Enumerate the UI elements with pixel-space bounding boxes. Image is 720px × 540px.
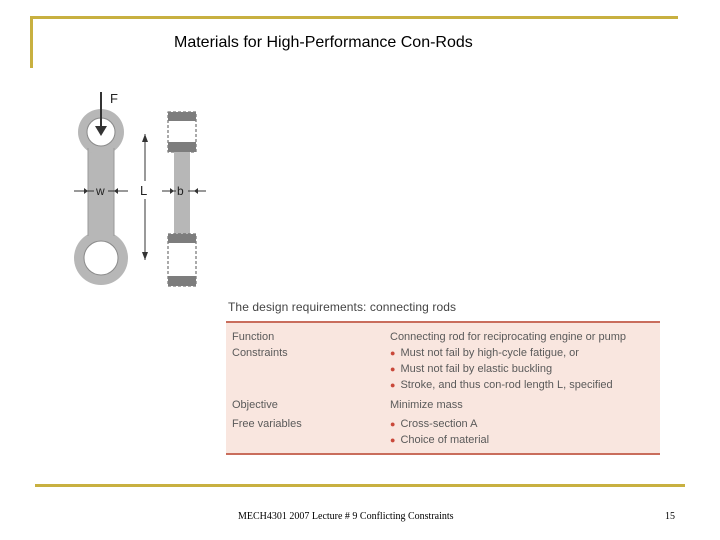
requirements-table — [226, 321, 660, 455]
frame-top-rule — [30, 16, 678, 19]
requirements-heading: The design requirements: connecting rods — [228, 300, 457, 314]
row-label-constraints: Constraints — [232, 347, 288, 359]
constraint-item: ● Must not fail by elastic buckling — [390, 363, 553, 375]
design-requirements-panel — [226, 296, 660, 457]
row-label-free-variables: Free variables — [232, 418, 302, 430]
bullet-icon: ● — [390, 435, 396, 445]
width-label: w — [96, 184, 105, 198]
rod-side-view — [168, 112, 196, 286]
row-value-function: Connecting rod for reciprocating engine or pump — [390, 331, 627, 343]
bullet-icon: ● — [390, 419, 396, 429]
page-number: 15 — [665, 511, 675, 522]
force-label: F — [110, 91, 118, 106]
constraint-item: ● Must not fail by high-cycle fatigue, or — [390, 347, 579, 359]
row-label-objective: Objective — [232, 399, 278, 411]
row-value-objective: Minimize mass — [390, 399, 463, 411]
constraint-item: ● Stroke, and thus con-rod length L, specified — [390, 379, 613, 391]
length-label: L — [140, 183, 148, 198]
free-variable-item: ● Cross-section A — [390, 418, 478, 430]
con-rod-diagram — [70, 86, 210, 292]
footer-course: MECH4301 2007 Lecture # 9 Conflicting Constraints — [238, 511, 454, 522]
bullet-icon: ● — [390, 364, 396, 374]
slide-title: Materials for High-Performance Con-Rods — [174, 34, 473, 51]
free-variable-item: ● Choice of material — [390, 434, 490, 446]
footer-rule — [35, 484, 685, 487]
frame-left-rule — [30, 16, 33, 68]
bullet-icon: ● — [390, 380, 396, 390]
thickness-label: b — [177, 184, 184, 198]
row-label-function: Function — [232, 331, 275, 343]
bullet-icon: ● — [390, 348, 396, 358]
